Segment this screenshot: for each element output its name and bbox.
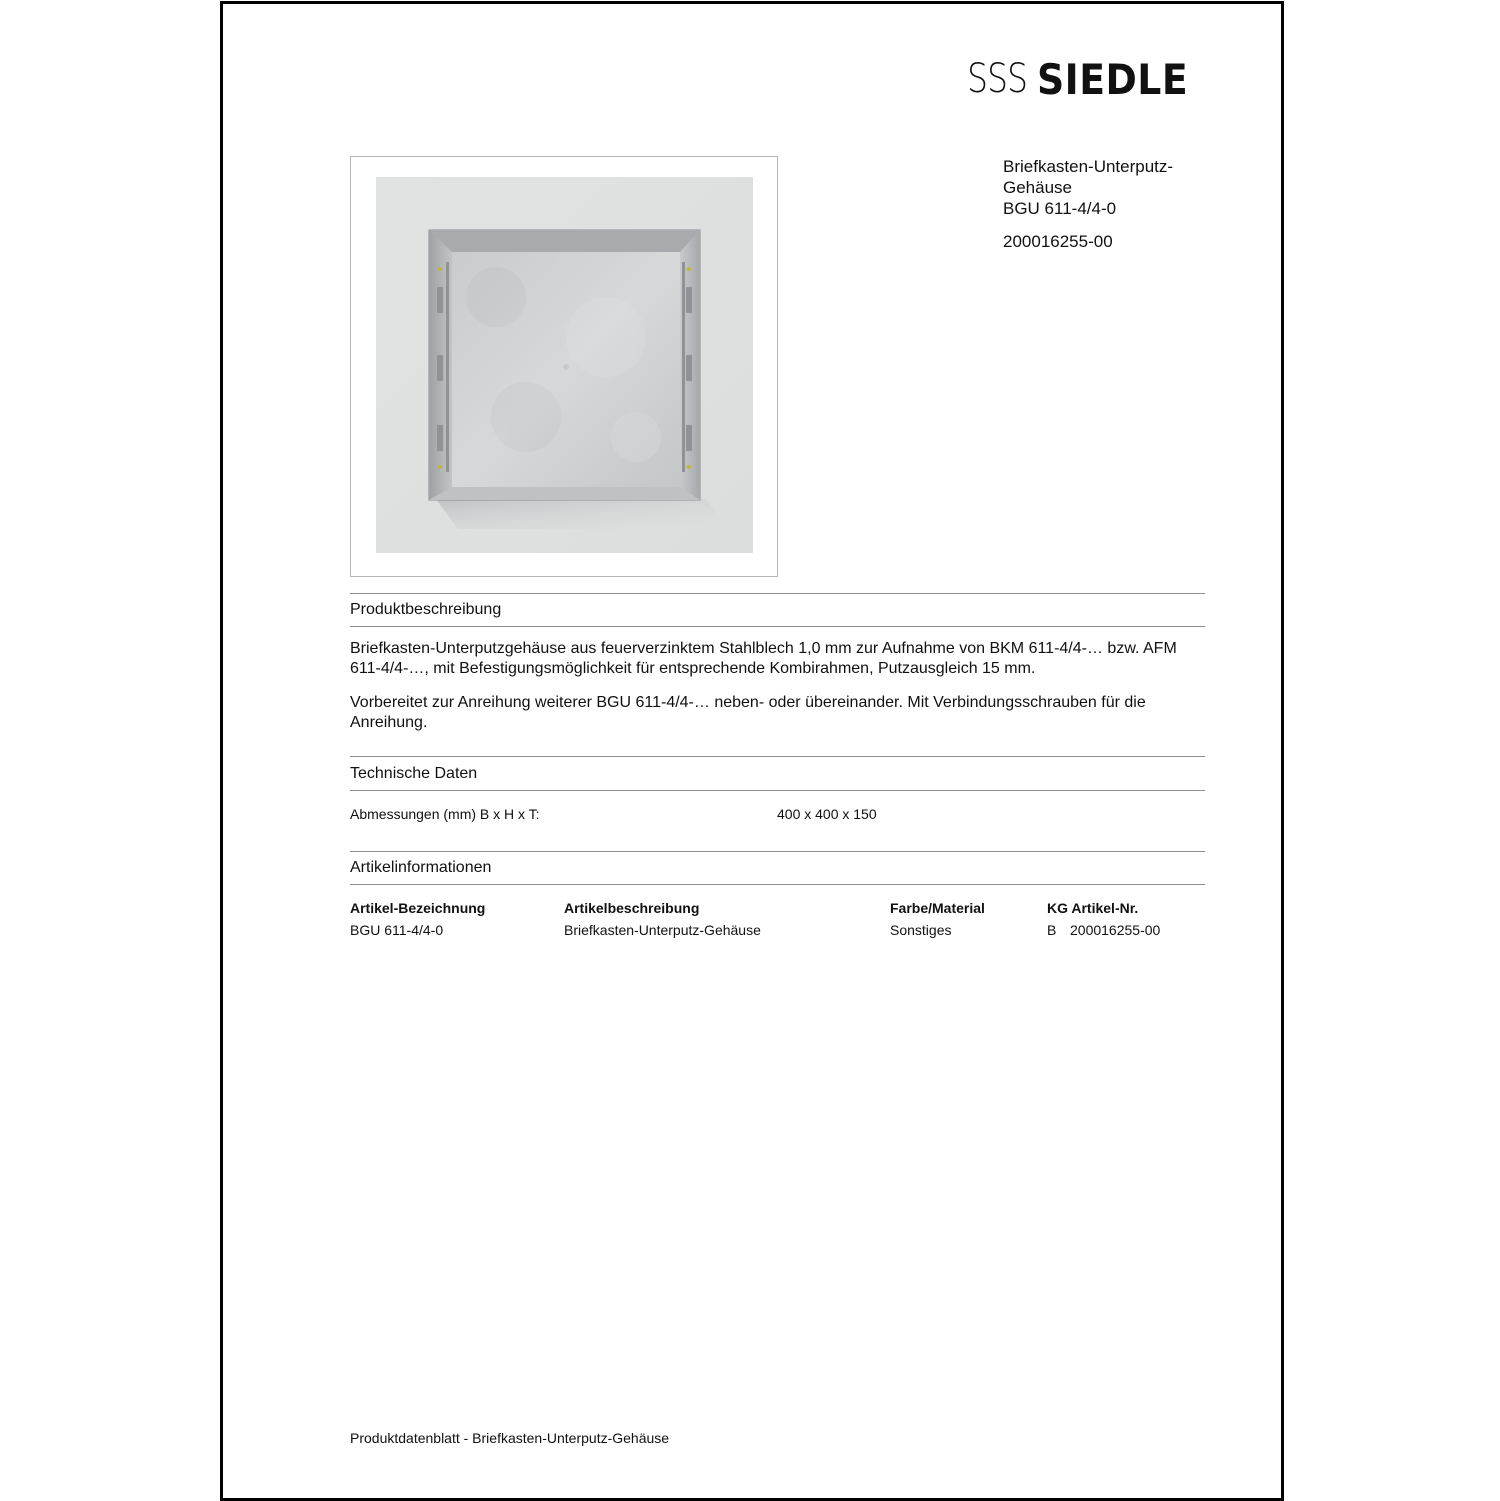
divider [350, 626, 1205, 627]
section-heading-artikelinformationen: Artikelinformationen [350, 859, 492, 876]
left-brackets [437, 262, 449, 472]
column-header-bezeichnung: Artikel-Bezeichnung [350, 900, 486, 916]
cell-bezeichnung: BGU 611-4/4-0 [350, 922, 444, 938]
column-header-beschreibung: Artikelbeschreibung [564, 900, 700, 916]
divider [350, 851, 1205, 852]
cell-artikel-nr: 200016255-00 [1070, 922, 1161, 938]
product-article-number: 200016255-00 [1003, 232, 1113, 251]
right-brackets [682, 262, 692, 472]
page-footer: Produktdatenblatt - Briefkasten-Unterputz-Gehäuse [350, 1430, 670, 1446]
siedle-logo [954, 54, 1205, 104]
box-top-wall [429, 230, 700, 252]
section-heading-technische-daten: Technische Daten [350, 765, 478, 782]
divider [350, 884, 1205, 885]
cell-farbe: Sonstiges [890, 922, 952, 938]
datasheet-page [220, 1, 1284, 1501]
product-box-illustration [376, 177, 753, 553]
section-heading-produktbeschreibung: Produktbeschreibung [350, 601, 502, 618]
column-header-kg-artikel-nr: KG Artikel-Nr. [1047, 900, 1139, 916]
divider [350, 790, 1205, 791]
product-title-line2: Gehäuse [1003, 178, 1072, 197]
product-image-frame [350, 156, 778, 577]
spec-label-dimensions: Abmessungen (mm) B x H x T: [350, 806, 540, 822]
cell-beschreibung: Briefkasten-Unterputz-Gehäuse [564, 922, 761, 938]
description-paragraph-1: Briefkasten-Unterputzgehäuse aus feuerverzinktem Stahlblech 1,0 mm zur Aufnahme von BKM 611-4/4-… bzw. AFM 611-4/4-…, mit Befestigungsmöglichkeit für entsprechende Kombirahmen, Putzausgleich 15 mm. [350, 640, 1177, 677]
cell-kg: B [1047, 922, 1057, 938]
product-title-line1: Briefkasten-Unterputz- [1003, 157, 1174, 176]
box-bottom-wall [429, 487, 700, 500]
divider [350, 593, 1205, 594]
box-shadow [436, 499, 728, 529]
divider [350, 756, 1205, 757]
product-image [376, 177, 753, 553]
product-model: BGU 611-4/4-0 [1003, 199, 1117, 218]
spec-value-dimensions: 400 x 400 x 150 [777, 806, 877, 822]
logo-sss-mark: SSS [967, 56, 1028, 102]
description-paragraph-2: Vorbereitet zur Anreihung weiterer BGU 611-4/4-… neben- oder übereinander. Mit Verbindungsschrauben für die Anreihung. [350, 694, 1146, 731]
product-title [1003, 156, 1233, 219]
column-header-farbe: Farbe/Material [890, 900, 985, 916]
logo-wordmark: SIEDLE [1037, 54, 1189, 104]
